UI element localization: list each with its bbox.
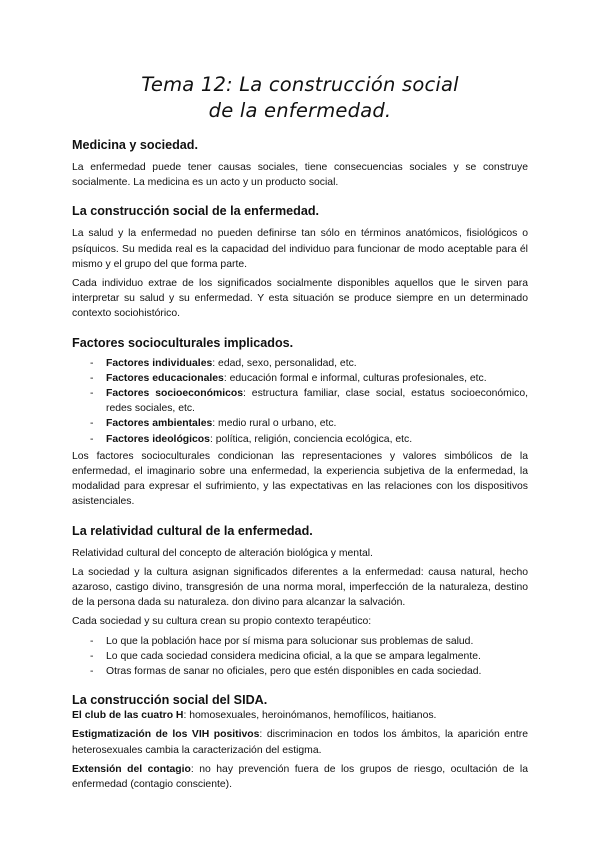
list-item-label: Factores socioeconómicos [106, 388, 243, 400]
list-item-label: Factores ideológicos [106, 433, 210, 445]
list-item [72, 664, 528, 679]
list-item [72, 634, 528, 649]
list-item [72, 649, 528, 664]
heading-relatividad-cultural: La relatividad cultural de la enfermedad. [72, 523, 313, 538]
document-body [72, 137, 528, 792]
list-item-text: : edad, sexo, personalidad, etc. [212, 357, 357, 369]
factores-list [72, 356, 528, 447]
list-item [72, 371, 528, 386]
list-item [72, 356, 528, 371]
heading-medicina-sociedad: Medicina y sociedad. [72, 138, 198, 152]
paragraph: La salud y la enfermedad no pueden definirse tan sólo en términos anatómicos, fisiológicos o psíquicos. Su medida real es la capacidad del individuo para funcionar de modo aceptable para él mismo y el grupo del que forma parte. [72, 228, 528, 270]
bullet-dash: - [90, 418, 94, 430]
paragraph: La sociedad y la cultura asignan significados diferentes a la enfermedad: causa natural, hecho azaroso, castigo divino, transgresión de una norma moral, imperfección de la naturaleza, destino de la persona dada su naturaleza. don divino para alcanzar la salvación. [72, 566, 528, 609]
bullet-dash: - [90, 433, 94, 445]
bullet-dash: - [90, 635, 94, 647]
heading-factores-socioculturales: Factores socioculturales implicados. [72, 335, 294, 350]
list-item [72, 432, 528, 447]
list-item [72, 416, 528, 431]
bullet-dash: - [90, 357, 94, 369]
list-item-text: : medio rural o urbano, etc. [212, 418, 337, 430]
paragraph: Relatividad cultural del concepto de alteración biológica y mental. [72, 547, 373, 559]
list-item-text: Otras formas de sanar no oficiales, pero que estén disponibles en cada sociedad. [106, 666, 482, 678]
bullet-dash: - [90, 388, 94, 400]
page-title [0, 72, 600, 124]
heading-construccion-social: La construcción social de la enfermedad. [72, 204, 320, 219]
paragraph: Cada individuo extrae de los significados socialmente disponibles aquellos que le sirven para interpretar su salud y su enfermedad. Y esta situación se produce siempre en un determinado contexto sociohistórico. [72, 278, 528, 320]
paragraph-label: Extensión del contagio [72, 763, 191, 775]
list-item-text: : política, religión, conciencia ecológica, etc. [209, 433, 413, 445]
contexto-terapeutico-list [72, 634, 528, 680]
list-item-label: Factores educacionales [106, 372, 224, 384]
paragraph [72, 727, 528, 757]
paragraph: Los factores socioculturales condicionan las representaciones y valores simbólicos de la enfermedad, el imaginario sobre una enfermedad, la experiencia subjetiva de la enfermedad, la modalidad para expresar el sufrimiento, y las expectativas en las relaciones con los dispositivos asistenciales. [72, 450, 528, 508]
paragraph [72, 708, 528, 723]
heading-construccion-sida: La construcción social del SIDA. [72, 693, 268, 708]
list-item-text: : educación formal e informal, culturas profesionales, etc. [223, 372, 487, 384]
paragraph-text: : no hay prevención fuera de los grupos de riesgo, ocultación de la enfermedad (contagio consciente). [72, 763, 529, 791]
list-item-text: Lo que la población hace por sí misma para solucionar sus problemas de salud. [106, 635, 474, 647]
paragraph [72, 762, 528, 792]
paragraph-text: : discriminacion en todos los ámbitos, la aparición entre heterosexuales cambia la caracterización del estigma. [72, 729, 528, 756]
list-item-label: Factores individuales [106, 357, 213, 369]
list-item-label: Factores ambientales [106, 418, 213, 430]
bullet-dash: - [90, 666, 94, 678]
paragraph: La enfermedad puede tener causas sociales, tiene consecuencias sociales y se construye socialmente. La medicina es un acto y un producto social. [72, 162, 528, 189]
title-line-1: Tema 12: La construcción social [141, 73, 459, 96]
paragraph: Cada sociedad y su cultura crean su propio contexto terapéutico: [72, 616, 372, 628]
paragraph-label: Estigmatización de los VIH positivos [72, 729, 260, 741]
paragraph-text: : homosexuales, heroinómanos, hemofílicos, haitianos. [183, 710, 437, 722]
bullet-dash: - [90, 650, 94, 662]
title-line-2: de la enfermedad. [208, 99, 392, 122]
list-item-text: : estructura familiar, clase social, estatus socioeconómico, redes sociales, etc. [106, 388, 528, 415]
paragraph-label: El club de las cuatro H [72, 710, 184, 722]
list-item-text: Lo que cada sociedad considera medicina oficial, a la que se ampara legalmente. [106, 650, 481, 662]
list-item [72, 386, 528, 416]
bullet-dash: - [90, 372, 94, 384]
